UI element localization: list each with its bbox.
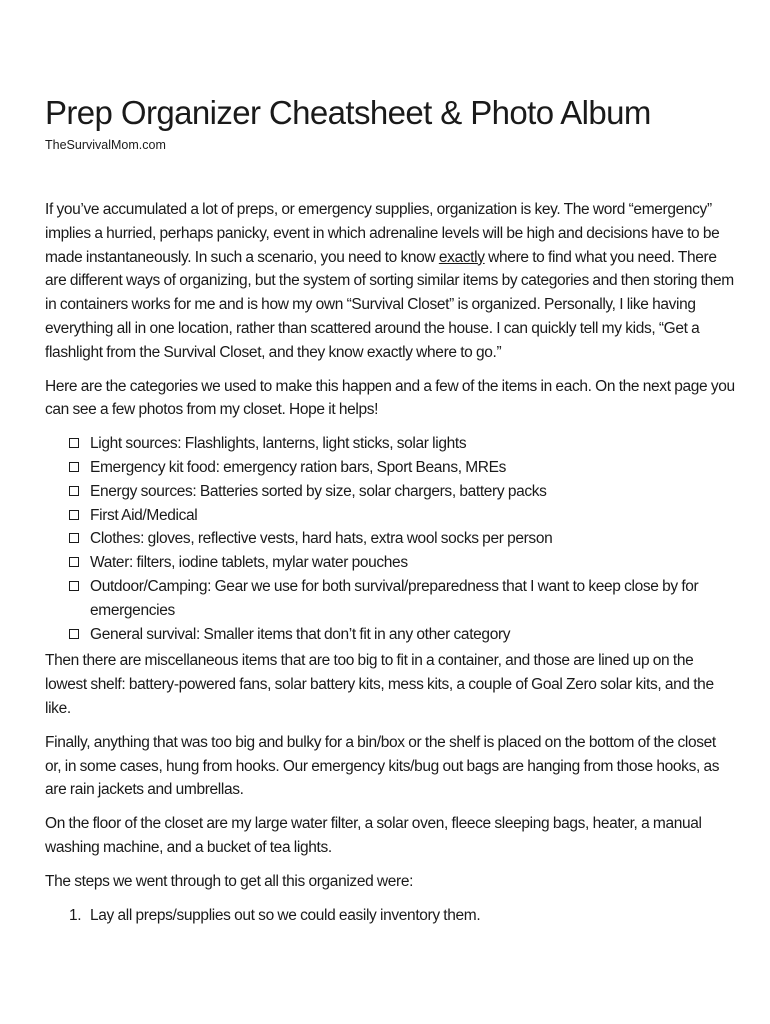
steps-list	[45, 904, 735, 928]
checkbox-icon	[69, 438, 79, 448]
category-checklist	[45, 432, 735, 646]
intro-text-end: where to find what you need. There are different ways of organizing, but the system of sorting similar items by categories and then storing them in containers works for me and is how my own “Survival Closet” is organized. Personally, I like having everything all in one location, rather than scattered around the house. I can quickly tell my kids, “Get a flashlight from the Survival Closet, and they know exactly where to go.”	[45, 248, 734, 361]
step-text: Lay all preps/supplies out so we could easily inventory them.	[90, 906, 481, 924]
bulky-items-paragraph: Finally, anything that was too big and bulky for a bin/box or the shelf is placed on the bottom of the closet or, in some cases, hung from hooks. Our emergency kits/bug out bags are hanging from those hooks, as are rain jackets and umbrellas.	[45, 733, 720, 799]
checkbox-icon	[69, 486, 79, 496]
intro-text-start: If you’ve accumulated a lot of preps, or emergency supplies, organization is key. The word “emergency” implies a hurried, perhaps panicky, event in which adrenaline levels will be high and decisions have to be made instantaneously. In such a scenario, you need to know	[45, 201, 720, 266]
checklist-item-label: Water: filters, iodine tablets, mylar water pouches	[90, 554, 408, 572]
checklist-item	[69, 575, 735, 623]
checklist-item-label: Emergency kit food: emergency ration bars, Sport Beans, MREs	[90, 458, 507, 476]
checkbox-icon	[69, 462, 79, 472]
checklist-item-label: First Aid/Medical	[90, 506, 198, 524]
checklist-item	[69, 480, 735, 504]
checkbox-icon	[69, 510, 79, 520]
checklist-item	[69, 432, 735, 456]
misc-items-paragraph: Then there are miscellaneous items that are too big to fit in a container, and those are lined up on the lowest shelf: battery-powered fans, solar battery kits, mess kits, a couple of Goal Zero solar kits, and the like.	[45, 652, 714, 717]
checklist-item	[69, 551, 735, 575]
checklist-item	[69, 623, 735, 647]
intro-paragraph	[45, 198, 735, 365]
checklist-item-label: Light sources: Flashlights, lanterns, light sticks, solar lights	[90, 435, 467, 453]
categories-intro: Here are the categories we used to make this happen and a few of the items in each. On the next page you can see a few photos from my closet. Hope it helps!	[45, 377, 735, 419]
document-body	[45, 198, 735, 927]
source-site: TheSurvivalMom.com	[45, 138, 166, 152]
checklist-item	[69, 527, 735, 551]
step-item	[69, 904, 735, 928]
checkbox-icon	[69, 629, 79, 639]
checkbox-icon	[69, 581, 79, 591]
checklist-item	[69, 456, 735, 480]
checklist-item-label: Energy sources: Batteries sorted by size, solar chargers, battery packs	[90, 482, 547, 500]
checklist-item-label: General survival: Smaller items that don’t fit in any other category	[90, 625, 511, 643]
step-number: 1.	[69, 906, 82, 924]
checklist-item-label: Clothes: gloves, reflective vests, hard hats, extra wool socks per person	[90, 530, 553, 548]
steps-intro: The steps we went through to get all this organized were:	[45, 872, 414, 890]
checklist-item	[69, 504, 735, 528]
page-title: Prep Organizer Cheatsheet & Photo Album	[45, 94, 651, 131]
checkbox-icon	[69, 533, 79, 543]
emphasis-exactly: exactly	[438, 248, 485, 266]
closet-floor-paragraph: On the floor of the closet are my large water filter, a solar oven, fleece sleeping bags, heater, a manual washing machine, and a bucket of tea lights.	[45, 815, 702, 856]
checklist-item-label: Outdoor/Camping: Gear we use for both survival/preparedness that I want to keep close by for emergencies	[90, 577, 699, 619]
checkbox-icon	[69, 557, 79, 567]
